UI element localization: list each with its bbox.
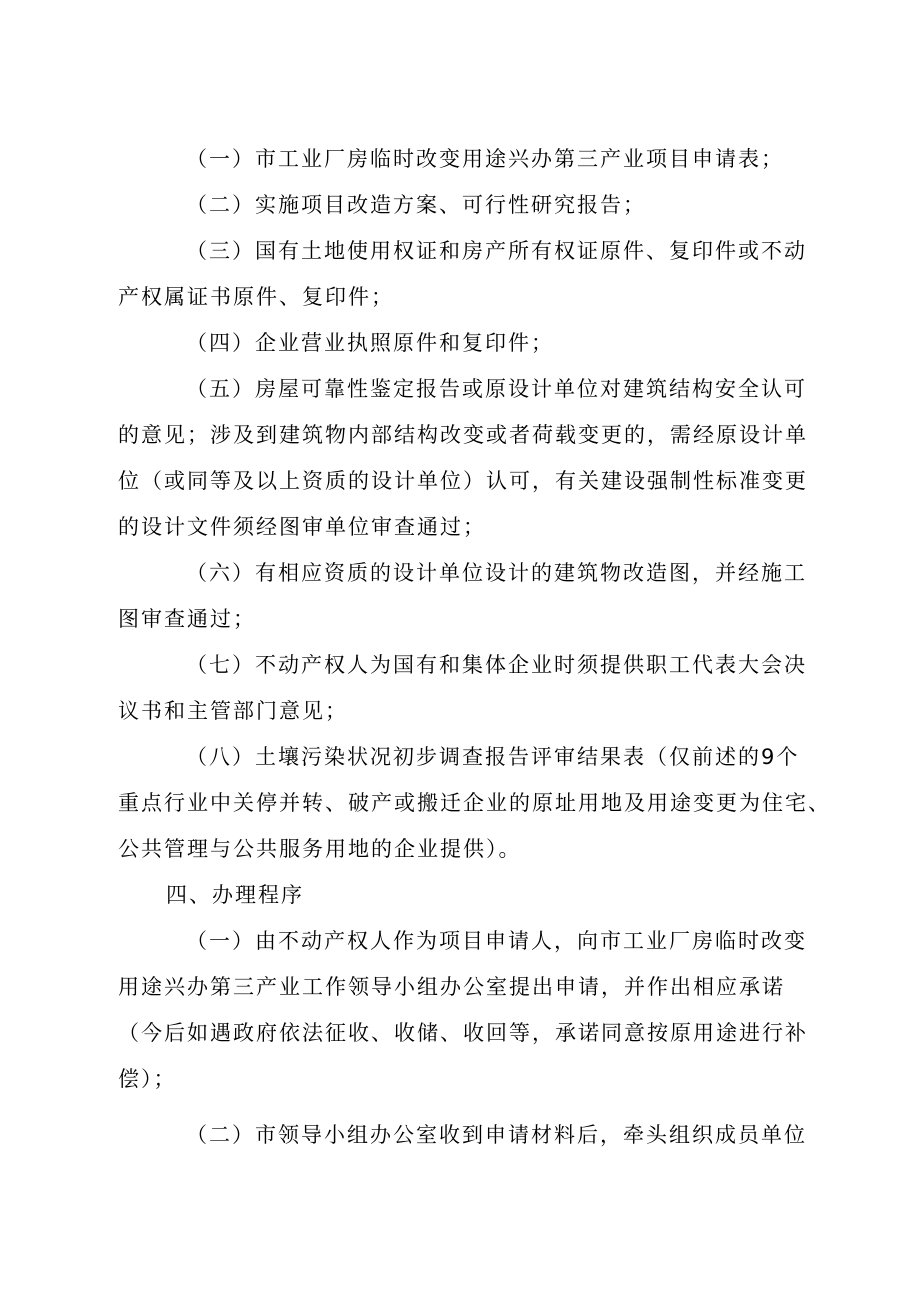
item-5-safety-appraisal: （五）房屋可靠性鉴定报告或原设计单位对建筑结构安全认可 [186,377,807,401]
procedure-1-continued-3: 偿）； [118,1067,177,1091]
item-6-continued: 图审查通过； [118,607,256,631]
item-8-continued-2: 公共管理与公共服务用地的企业提供）。 [118,837,522,861]
procedure-1-application: （一）由不动产权人作为项目申请人，向市工业厂房临时改变 [186,929,807,953]
item-6-renovation-drawings: （六）有相应资质的设计单位设计的建筑物改造图，并经施工 [186,561,807,585]
item-5-continued-1: 的意见；涉及到建筑物内部结构改变或者荷载变更的，需经原设计单 [118,423,808,447]
item-8-continued-1: 重点行业中关停并转、破产或搬迁企业的原址用地及用途变更为住宅、 [118,791,831,815]
item-3-land-certificate: （三）国有土地使用权证和房产所有权证原件、复印件或不动 [186,239,807,263]
item-8-soil-investigation: （八）土壤污染状况初步调查报告评审结果表（仅前述的9个 [186,745,800,769]
item-5-continued-3: 的设计文件须经图审单位审查通过； [118,515,486,539]
item-7-continued: 议书和主管部门意见； [118,699,348,723]
procedure-1-continued-1: 用途兴办第三产业工作领导小组办公室提出申请，并作出相应承诺 [118,975,785,999]
item-4-business-license: （四）企业营业执照原件和复印件； [186,331,554,355]
item-5-continued-2: 位（或同等及以上资质的设计单位）认可，有关建设强制性标准变更 [118,469,808,493]
procedure-1-continued-2: （今后如遇政府依法征收、收储、收回等，承诺同意按原用途进行补 [118,1021,808,1045]
item-2-renovation-plan: （二）实施项目改造方案、可行性研究报告； [186,193,646,217]
procedure-2-review: （二）市领导小组办公室收到申请材料后，牵头组织成员单位 [186,1123,807,1147]
item-3-continued: 产权属证书原件、复印件； [118,285,394,309]
item-7-workers-congress: （七）不动产权人为国有和集体企业时须提供职工代表大会决 [186,653,807,677]
section-heading-procedure: 四、办理程序 [166,883,304,907]
item-1-application-form: （一）市工业厂房临时改变用途兴办第三产业项目申请表； [186,147,784,171]
